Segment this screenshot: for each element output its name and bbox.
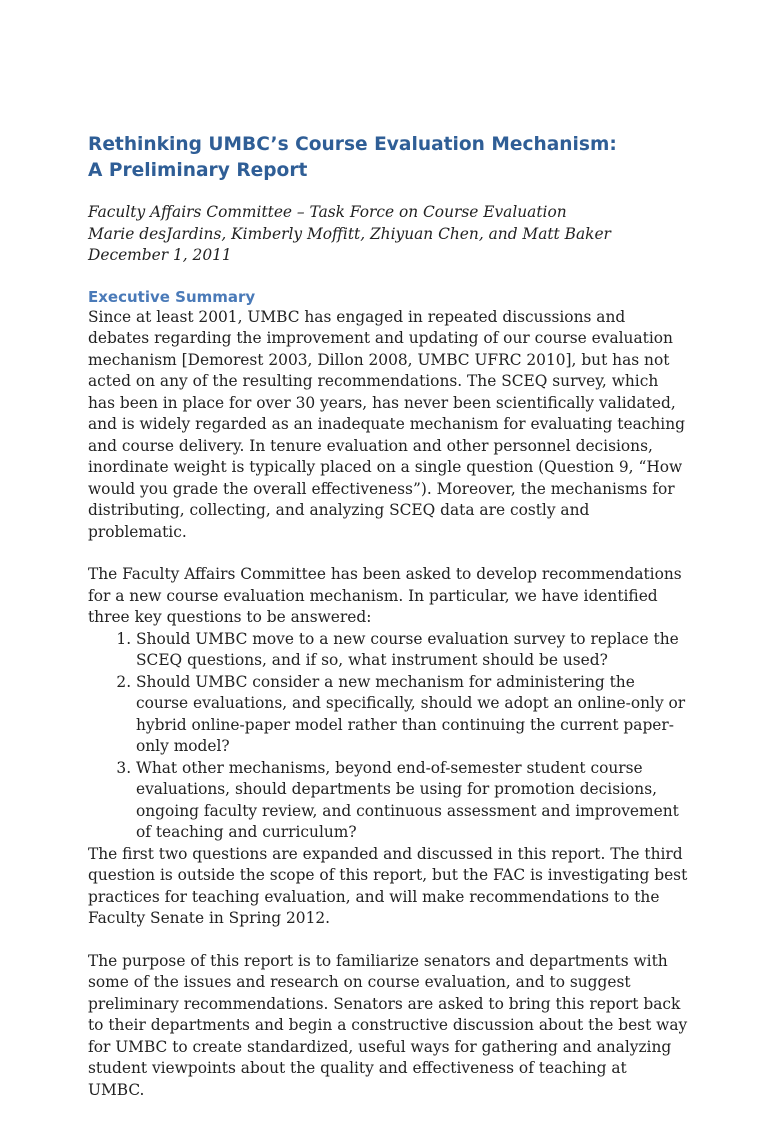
committee-name: Faculty Affairs Committee – Task Force on Course Evaluation [88, 203, 567, 221]
key-question-2: 2. Should UMBC consider a new mechanism for administering the course evaluations, and specifically, should we adopt an online-only or hybrid online-paper model rather than continuing the current paper-only model? [136, 672, 688, 758]
document-page [88, 132, 688, 1122]
report-title-line-2: A Preliminary Report [88, 160, 308, 181]
section-heading: Executive Summary [88, 287, 256, 306]
summary-paragraph-3: The purpose of this report is to familiarize senators and departments with some of the issues and research on course evaluation, and to suggest preliminary recommendations. Senators are asked to bring this report back to their departments and begin a constructive discussion about the best way for UMBC to create standardized, useful ways for gathering and analyzing student viewpoints about the quality and effectiveness of teaching at UMBC. [88, 951, 688, 1099]
summary-paragraph-2-outro: The first two questions are expanded and discussed in this report. The third question is outside the scope of this report, but the FAC is investigating best practices for teaching evaluation, and will make recommendations to the Faculty Senate in Spring 2012. [88, 844, 688, 927]
report-date: December 1, 2011 [88, 246, 232, 264]
key-question-1: 1. Should UMBC move to a new course evaluation survey to replace the SCEQ questions, and if so, what instrument should be used? [136, 629, 688, 672]
report-title [88, 132, 688, 184]
author-list: Marie desJardins, Kimberly Moffitt, Zhiyuan Chen, and Matt Baker [88, 224, 611, 243]
report-title-line-1: Rethinking UMBC’s Course Evaluation Mechanism: [88, 134, 617, 155]
summary-paragraph-1: Since at least 2001, UMBC has engaged in repeated discussions and debates regarding the improvement and updating of our course evaluation mechanism [Demorest 2003, Dillon 2008, UMBC UFRC 2010], but has not acted on any of the resulting recommendations. The SCEQ survey, which has been in place for over 30 years, has never been scientifically validated, and is widely regarded as an inadequate mechanism for evaluating teaching and course delivery. In tenure evaluation and other personnel decisions, inordinate weight is typically placed on a single question (Question 9, “How would you grade the overall effectiveness”). Moreover, the mechanisms for distributing, collecting, and analyzing SCEQ data are costly and problematic. [88, 307, 685, 541]
key-questions-list [88, 629, 688, 844]
summary-paragraph-2-intro: The Faculty Affairs Committee has been asked to develop recommendations for a new course evaluation mechanism. In particular, we have identified three key questions to be answered: [88, 565, 682, 626]
key-question-3: 3. What other mechanisms, beyond end-of-semester student course evaluations, should departments be using for promotion decisions, ongoing faculty review, and continuous assessment and improvement of teaching and curriculum? [136, 758, 688, 844]
report-meta [88, 202, 688, 267]
